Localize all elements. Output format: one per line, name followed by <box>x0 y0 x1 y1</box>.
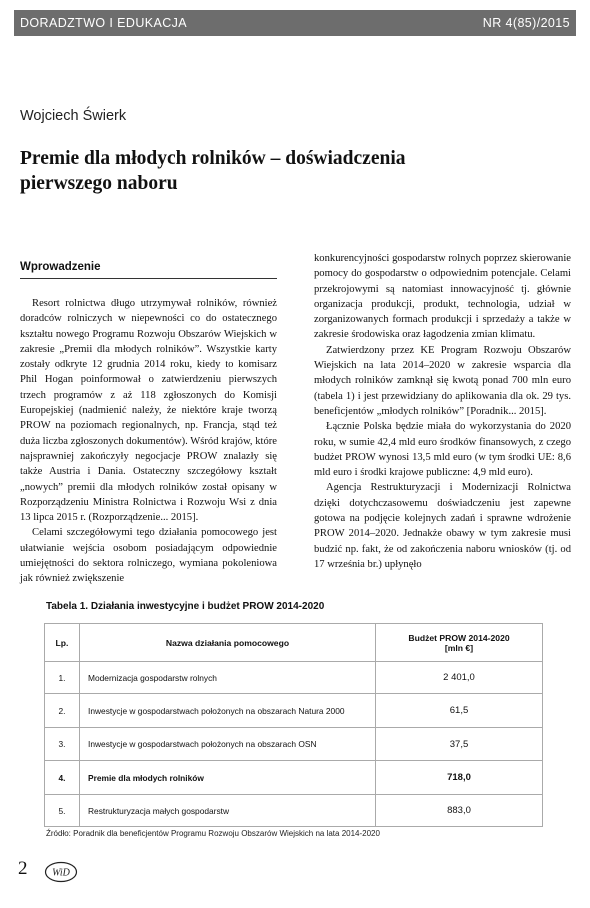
row-name: Premie dla młodych rolników <box>80 761 376 795</box>
row-value: 37,5 <box>376 728 543 761</box>
row-value: 883,0 <box>376 795 543 827</box>
page-header <box>14 10 576 36</box>
paragraph: Łącznie Polska będzie miała do wykorzystania do 2020 roku, w sumie 42,4 mld euro środków finansowych, z czego budżet PROW wynosi 13,5 mld euro (w tym środki UE: 8,6 mld euro i środki krajowe publiczne: 4,9 mld euro). <box>314 421 571 479</box>
row-lp: 2. <box>45 694 80 728</box>
header-name: Nazwa działania pomocowego <box>80 624 376 662</box>
header-issue: NR 4(85)/2015 <box>482 16 570 30</box>
header-budget-line-2: [mln €] <box>444 642 474 653</box>
header-budget-line-1: Budżet PROW 2014-2020 <box>408 632 510 643</box>
header-section: DORADZTWO I EDUKACJA <box>20 16 188 30</box>
paragraph: Resort rolnictwa długo utrzymywał rolników, również doradców rolniczych w niepewności co do ostatecznego kształtu nowego Programu Rozwoju Obszarów Wiejskich w zakresie „Premii dla młodych rolników”. Wszystkie karty zostały odkryte 12 grudnia 2014 roku, kiedy to komisarz Phil Hogan poinformował o zatwierdzeniu pierwszych trzech programów z aż 118 zgłoszonych do Komisji Europejskiej (nadmienić należy, że niektóre kraje tworzą PROW na poziomach regionalnych, np. Francja, stąd też duża liczba zgłoszonych dokumentów). Wśród krajów, które najsprawniej zakończyły negocjacje PROW znalazły się także Austria i Dania. Ostateczny szczegółowy kształt „nowych” premii dla młodych rolników został opisany w Rozporządzeniu Ministra Rolnictwa i Rozwoju Wsi z dnia 13 lipca 2015 r. (Rozporządzenie... 2015]. <box>20 298 277 524</box>
row-value: 2 401,0 <box>376 662 543 694</box>
row-name: Modernizacja gospodarstw rolnych <box>80 662 376 694</box>
table-row-highlighted <box>45 761 543 795</box>
table-source: Źródło: Poradnik dla beneficjentów Programu Rozwoju Obszarów Wiejskich na lata 2014-2020 <box>46 829 380 838</box>
row-lp: 4. <box>45 761 80 795</box>
row-name: Inwestycje w gospodarstwach położonych na obszarach OSN <box>80 728 376 761</box>
page-number: 2 <box>18 858 28 879</box>
row-value: 61,5 <box>376 694 543 728</box>
logo-text: WiD <box>52 867 70 879</box>
wid-logo-icon <box>44 861 78 883</box>
article-author: Wojciech Świerk <box>20 108 127 124</box>
row-value: 718,0 <box>376 761 543 795</box>
row-lp: 5. <box>45 795 80 827</box>
section-heading: Wprowadzenie <box>20 261 277 279</box>
paragraph: Zatwierdzony przez KE Program Rozwoju Obszarów Wiejskich na lata 2014–2020 w zakresie wsparcia dla młodych rolników zamknął się kwotą ponad 700 mln euro (tabela 1) i jest przewidziany do aplikowania dla ok. 29 tys. beneficjentów „młodych rolników” [Poradnik... 2015]. <box>314 344 571 417</box>
table-row <box>45 795 543 827</box>
paragraph: konkurencyjności gospodarstw rolnych poprzez skierowanie pomocy do gospodarstw o odpowiednim potencjale. Celami przekrojowymi są natomiast innowacyjność tj. głównie organizacja produkcji, produkt, technologia, udział w zorganizowanych formach produkcji i sprzedaży a także w zakresie środowiska oraz łagodzenia zmian klimatu. <box>314 253 571 341</box>
paragraph: Agencja Restrukturyzacji i Modernizacji Rolnictwa dzięki dotychczasowemu doświadczeniu jest zapewne gotowa na podjęcie kolejnych zadań i sprawne wdrożenie PROW 2014–2020. Jednakże obawy w tym zakresie musi budzić np. fakt, że od zakończenia naboru wniosków (tj. od 17 września br.) upłynęło <box>314 482 571 570</box>
row-name: Inwestycje w gospodarstwach położonych na obszarach Natura 2000 <box>80 694 376 728</box>
title-line-1: Premie dla młodych rolników – doświadczenia <box>20 148 406 169</box>
left-column <box>20 296 277 587</box>
row-name: Restrukturyzacja małych gospodarstw <box>80 795 376 827</box>
table-title: Tabela 1. Działania inwestycyjne i budżet PROW 2014-2020 <box>46 601 325 612</box>
table-row <box>45 694 543 728</box>
budget-table <box>44 623 543 827</box>
table-row <box>45 728 543 761</box>
paragraph: Celami szczegółowymi tego działania pomocowego jest ułatwianie wejścia osobom posiadającym odpowiednie umiejętności do sektora rolniczego, wymiana pokoleniowa jak również zwiększenie <box>20 527 277 585</box>
header-budget <box>376 624 543 662</box>
article-title <box>20 146 480 196</box>
table-row <box>45 662 543 694</box>
right-column <box>314 251 571 572</box>
table-header-row <box>45 624 543 662</box>
header-lp: Lp. <box>45 624 80 662</box>
row-lp: 1. <box>45 662 80 694</box>
row-lp: 3. <box>45 728 80 761</box>
title-line-2: pierwszego naboru <box>20 173 178 194</box>
